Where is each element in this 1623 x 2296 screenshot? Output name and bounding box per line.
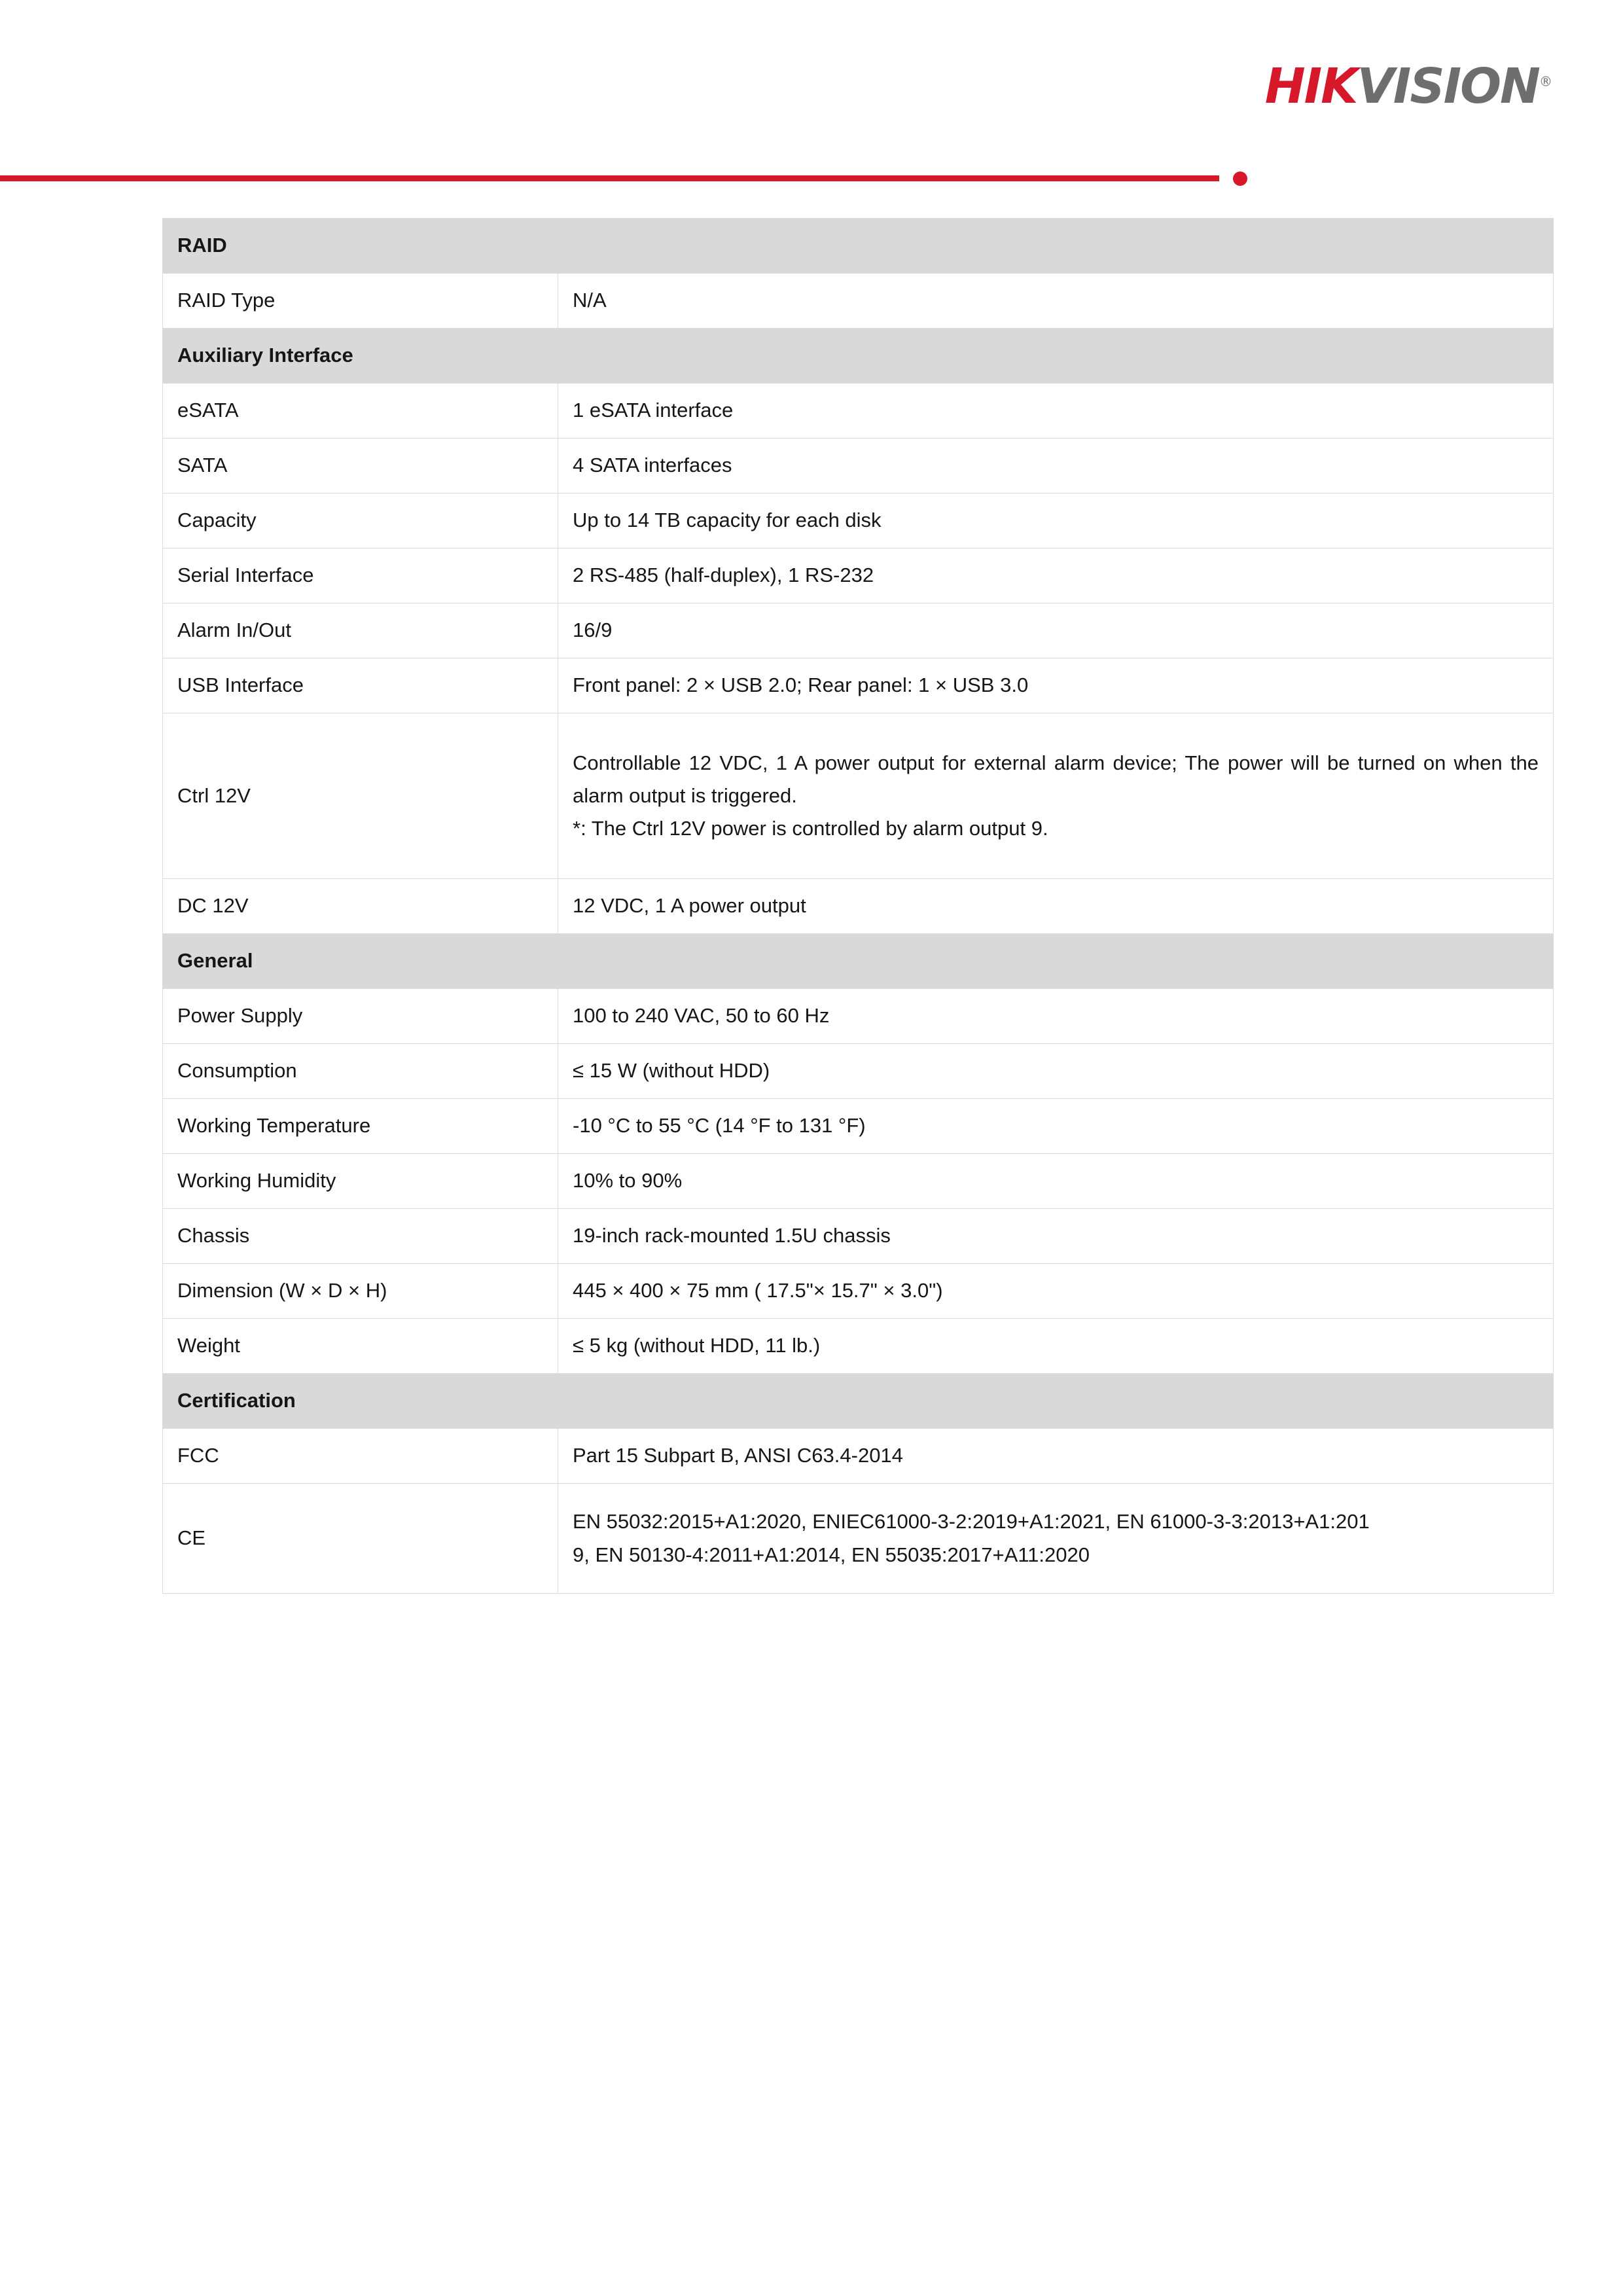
row-value-dc-12v: 12 VDC, 1 A power output: [558, 879, 1554, 934]
row-value-weight: ≤ 5 kg (without HDD, 11 lb.): [558, 1319, 1554, 1374]
specification-table: [162, 218, 1554, 1594]
row-value-ce: [558, 1484, 1554, 1594]
table-row: [163, 1429, 1554, 1484]
row-label-usb-interface: USB Interface: [163, 658, 558, 713]
table-row: [163, 989, 1554, 1044]
page-header: [0, 0, 1623, 196]
table-row: [163, 1319, 1554, 1374]
logo-text-vision: VISION: [1357, 58, 1539, 115]
row-label-sata: SATA: [163, 439, 558, 493]
row-label-ce: CE: [163, 1484, 558, 1594]
row-value-usb-interface: Front panel: 2 × USB 2.0; Rear panel: 1 × USB 3.0: [558, 658, 1554, 713]
table-row: [163, 493, 1554, 548]
row-label-fcc: FCC: [163, 1429, 558, 1484]
table-row: [163, 713, 1554, 879]
table-row: [163, 274, 1554, 329]
section-header-row: [163, 934, 1554, 989]
row-label-dc-12v: DC 12V: [163, 879, 558, 934]
table-row: [163, 1209, 1554, 1264]
section-title-raid: RAID: [163, 219, 1554, 274]
section-header-row: [163, 329, 1554, 384]
row-label-alarm-in-out: Alarm In/Out: [163, 603, 558, 658]
section-title-auxiliary-interface: Auxiliary Interface: [163, 329, 1554, 384]
row-label-esata: eSATA: [163, 384, 558, 439]
specification-table-body: [163, 219, 1554, 1594]
specification-table-container: [162, 218, 1553, 1594]
row-value-working-humidity: 10% to 90%: [558, 1154, 1554, 1209]
table-row: [163, 1264, 1554, 1319]
row-label-power-supply: Power Supply: [163, 989, 558, 1044]
row-label-working-humidity: Working Humidity: [163, 1154, 558, 1209]
table-row: [163, 439, 1554, 493]
row-label-dimension: Dimension (W × D × H): [163, 1264, 558, 1319]
row-value-consumption: ≤ 15 W (without HDD): [558, 1044, 1554, 1099]
logo-text-hik: HIK: [1264, 58, 1357, 115]
row-value-raid-type: N/A: [558, 274, 1554, 329]
section-header-row: [163, 219, 1554, 274]
table-row: [163, 548, 1554, 603]
row-label-serial-interface: Serial Interface: [163, 548, 558, 603]
row-label-weight: Weight: [163, 1319, 558, 1374]
header-divider-dot-icon: [1233, 171, 1247, 186]
table-row: [163, 1484, 1554, 1594]
row-label-raid-type: RAID Type: [163, 274, 558, 329]
row-label-consumption: Consumption: [163, 1044, 558, 1099]
table-row: [163, 879, 1554, 934]
section-title-general: General: [163, 934, 1554, 989]
table-row: [163, 1154, 1554, 1209]
table-row: [163, 603, 1554, 658]
ctrl-12v-description-line-1: Controllable 12 VDC, 1 A power output for external alarm device; The power will be turned on when the alarm output is triggered.: [573, 751, 1539, 807]
hikvision-logo: [1264, 58, 1552, 115]
row-value-fcc: Part 15 Subpart B, ANSI C63.4-2014: [558, 1429, 1554, 1484]
row-value-serial-interface: 2 RS-485 (half-duplex), 1 RS-232: [558, 548, 1554, 603]
row-value-ctrl-12v: [558, 713, 1554, 879]
row-value-alarm-in-out: 16/9: [558, 603, 1554, 658]
registered-trademark-icon: ®: [1539, 73, 1552, 90]
section-title-certification: Certification: [163, 1374, 1554, 1429]
header-divider-rule: [0, 175, 1219, 181]
row-value-chassis: 19-inch rack-mounted 1.5U chassis: [558, 1209, 1554, 1264]
ce-standards-line-1: EN 55032:2015+A1:2020, ENIEC61000-3-2:2019+A1:2021, EN 61000-3-3:2013+A1:201: [573, 1510, 1370, 1534]
row-value-power-supply: 100 to 240 VAC, 50 to 60 Hz: [558, 989, 1554, 1044]
table-row: [163, 658, 1554, 713]
row-value-working-temperature: -10 °C to 55 °C (14 °F to 131 °F): [558, 1099, 1554, 1154]
row-value-esata: 1 eSATA interface: [558, 384, 1554, 439]
ctrl-12v-description-line-2: *: The Ctrl 12V power is controlled by alarm output 9.: [573, 817, 1048, 840]
row-label-capacity: Capacity: [163, 493, 558, 548]
section-header-row: [163, 1374, 1554, 1429]
row-value-sata: 4 SATA interfaces: [558, 439, 1554, 493]
row-value-capacity: Up to 14 TB capacity for each disk: [558, 493, 1554, 548]
row-label-working-temperature: Working Temperature: [163, 1099, 558, 1154]
table-row: [163, 1099, 1554, 1154]
row-label-ctrl-12v: Ctrl 12V: [163, 713, 558, 879]
row-value-dimension: 445 × 400 × 75 mm ( 17.5"× 15.7" × 3.0"): [558, 1264, 1554, 1319]
table-row: [163, 384, 1554, 439]
table-row: [163, 1044, 1554, 1099]
ce-standards-line-2: 9, EN 50130-4:2011+A1:2014, EN 55035:2017+A11:2020: [573, 1543, 1090, 1566]
row-label-chassis: Chassis: [163, 1209, 558, 1264]
